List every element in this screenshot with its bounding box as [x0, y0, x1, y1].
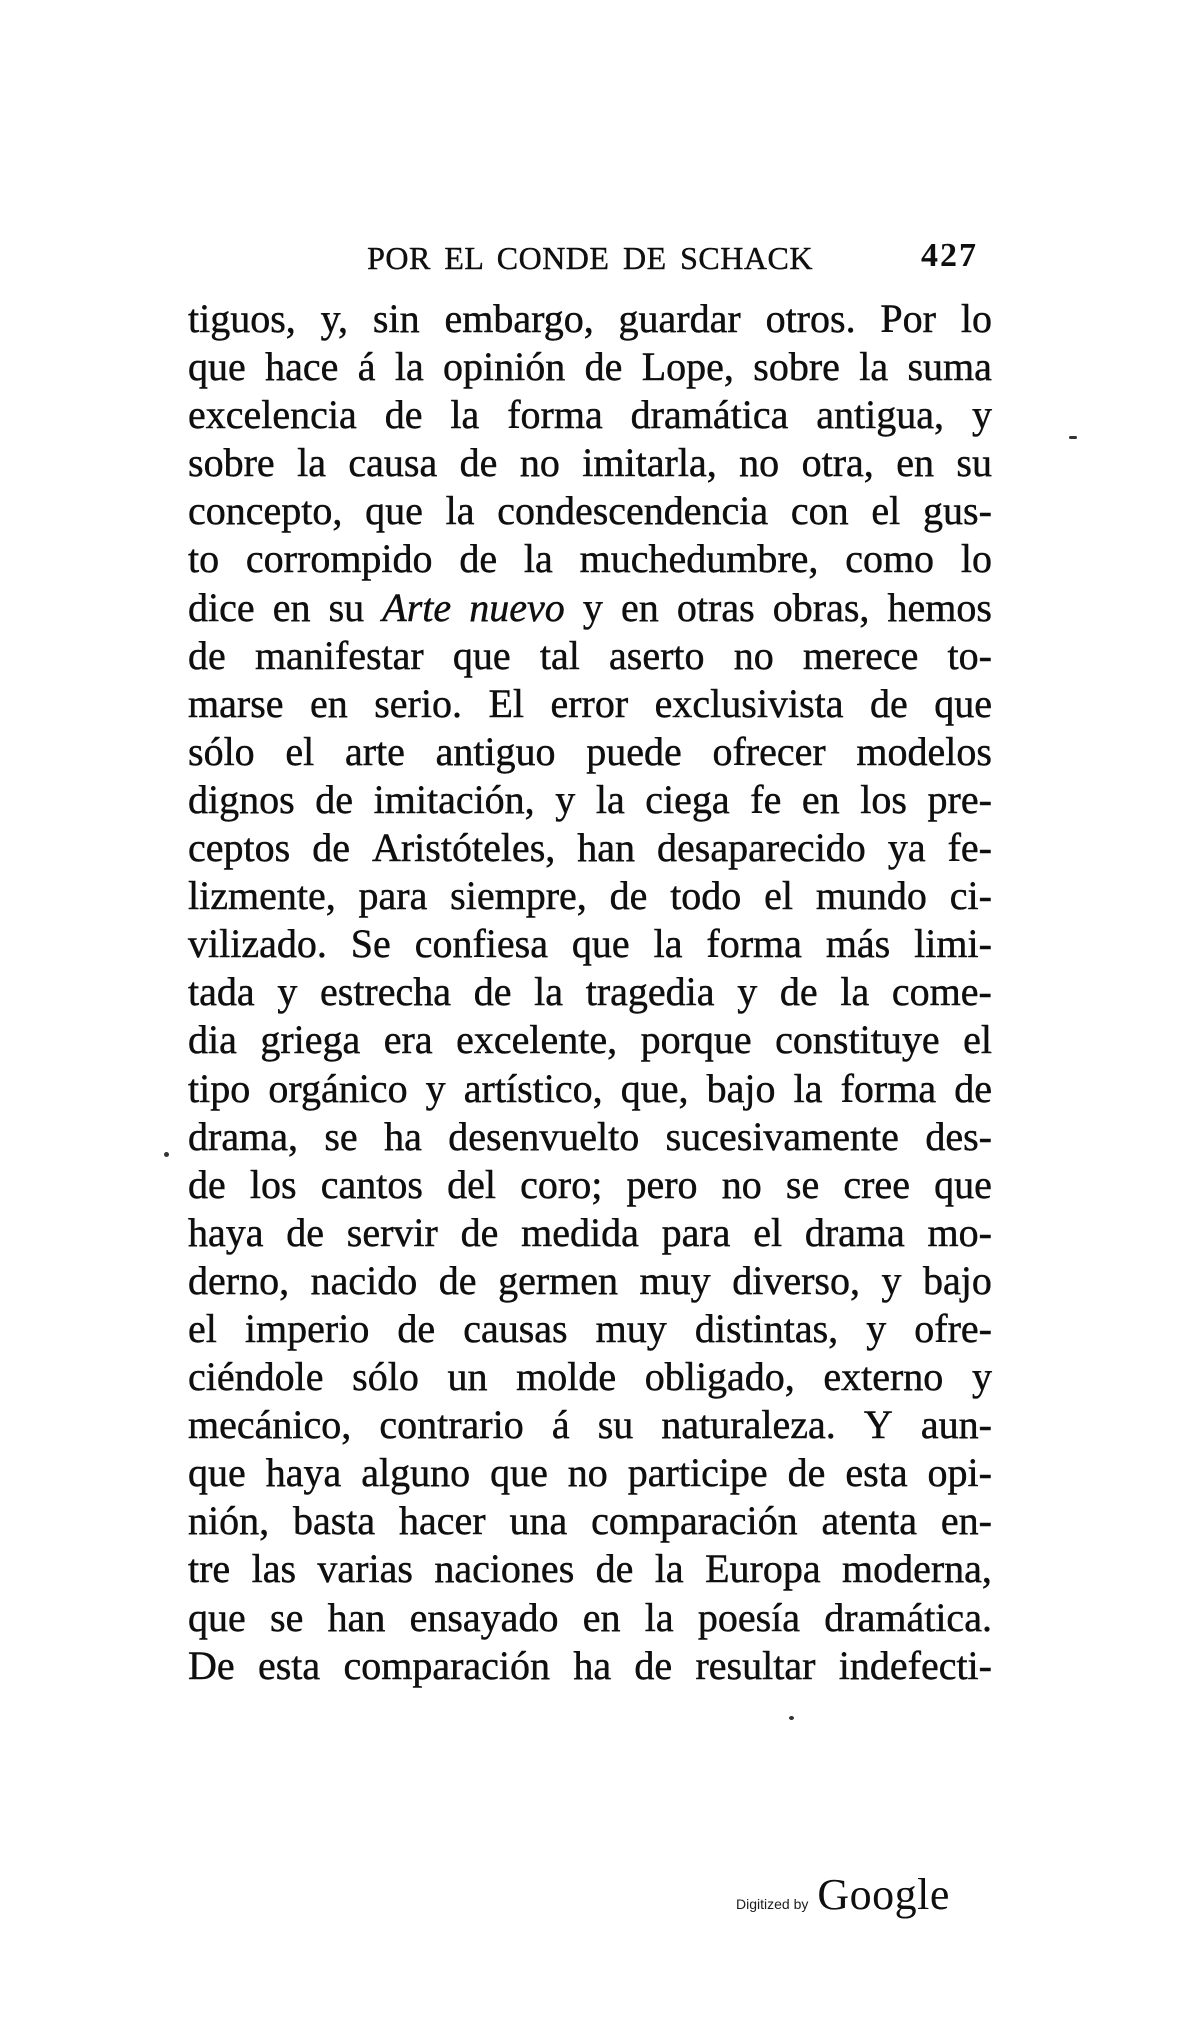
text-line: mecánico, contrario á su naturaleza. Y aun-: [188, 1402, 992, 1448]
text-line: de manifestar que tal aserto no merece to-: [188, 632, 992, 678]
text-line: tada y estrecha de la tragedia y de la come-: [188, 969, 992, 1015]
text-line: ciéndole sólo un molde obligado, externo y: [188, 1354, 992, 1400]
text-line: de los cantos del coro; pero no se cree que: [188, 1161, 992, 1207]
digitized-by-label: Digitized by: [736, 1896, 809, 1912]
text-line: dignos de imitación, y la ciega fe en los pre-: [188, 776, 992, 822]
text-line: vilizado. Se confiesa que la forma más limi-: [188, 921, 992, 967]
text-line: nión, basta hacer una comparación atenta en-: [188, 1498, 992, 1544]
text-line: excelencia de la forma dramática antigua, y: [188, 392, 992, 438]
text-line: De esta comparación ha de resultar indefecti-: [188, 1642, 992, 1688]
text-line: que hace á la opinión de Lope, sobre la suma: [188, 344, 992, 390]
ink-speck: [789, 1716, 794, 1720]
page-text: [188, 295, 992, 1690]
text-line: ceptos de Aristóteles, han desaparecido ya fe-: [188, 825, 992, 871]
text-line: marse en serio. El error exclusivista de que: [188, 680, 992, 726]
text-line: drama, se ha desenvuelto sucesivamente des-: [188, 1113, 992, 1159]
text-line: el imperio de causas muy distintas, y ofre-: [188, 1305, 992, 1351]
text-line: tipo orgánico y artístico, que, bajo la forma de: [188, 1065, 992, 1111]
text-line: concepto, que la condescendencia con el gus-: [188, 488, 992, 534]
text-line: tiguos, y, sin embargo, guardar otros. Por lo: [188, 296, 992, 341]
text-line: to corrompido de la muchedumbre, como lo: [188, 536, 992, 582]
header-title: POR EL CONDE DE SCHACK: [367, 240, 813, 276]
text-line: sólo el arte antiguo puede ofrecer modelos: [188, 728, 992, 774]
text-line: sobre la causa de no imitarla, no otra, en su: [188, 440, 992, 486]
text-line: derno, nacido de germen muy diverso, y bajo: [188, 1257, 992, 1303]
text-line: que haya alguno que no participe de esta opi-: [188, 1450, 992, 1496]
running-header: [188, 238, 992, 282]
ink-speck: [164, 1152, 169, 1157]
text-line: dia griega era excelente, porque constituye el: [188, 1017, 992, 1063]
page-number: 427: [921, 237, 978, 274]
text-line: haya de servir de medida para el drama mo-: [188, 1209, 992, 1255]
text-line: que se han ensayado en la poesía dramática.: [188, 1594, 992, 1640]
text-line: lizmente, para siempre, de todo el mundo ci-: [188, 873, 992, 919]
text-line: tre las varias naciones de la Europa moderna,: [188, 1546, 992, 1592]
text-line: dice en su Arte nuevo y en otras obras, hemos: [188, 584, 992, 630]
ink-speck: [1069, 436, 1077, 439]
google-logo: Google: [817, 1870, 950, 1919]
google-watermark: [736, 1869, 950, 1920]
